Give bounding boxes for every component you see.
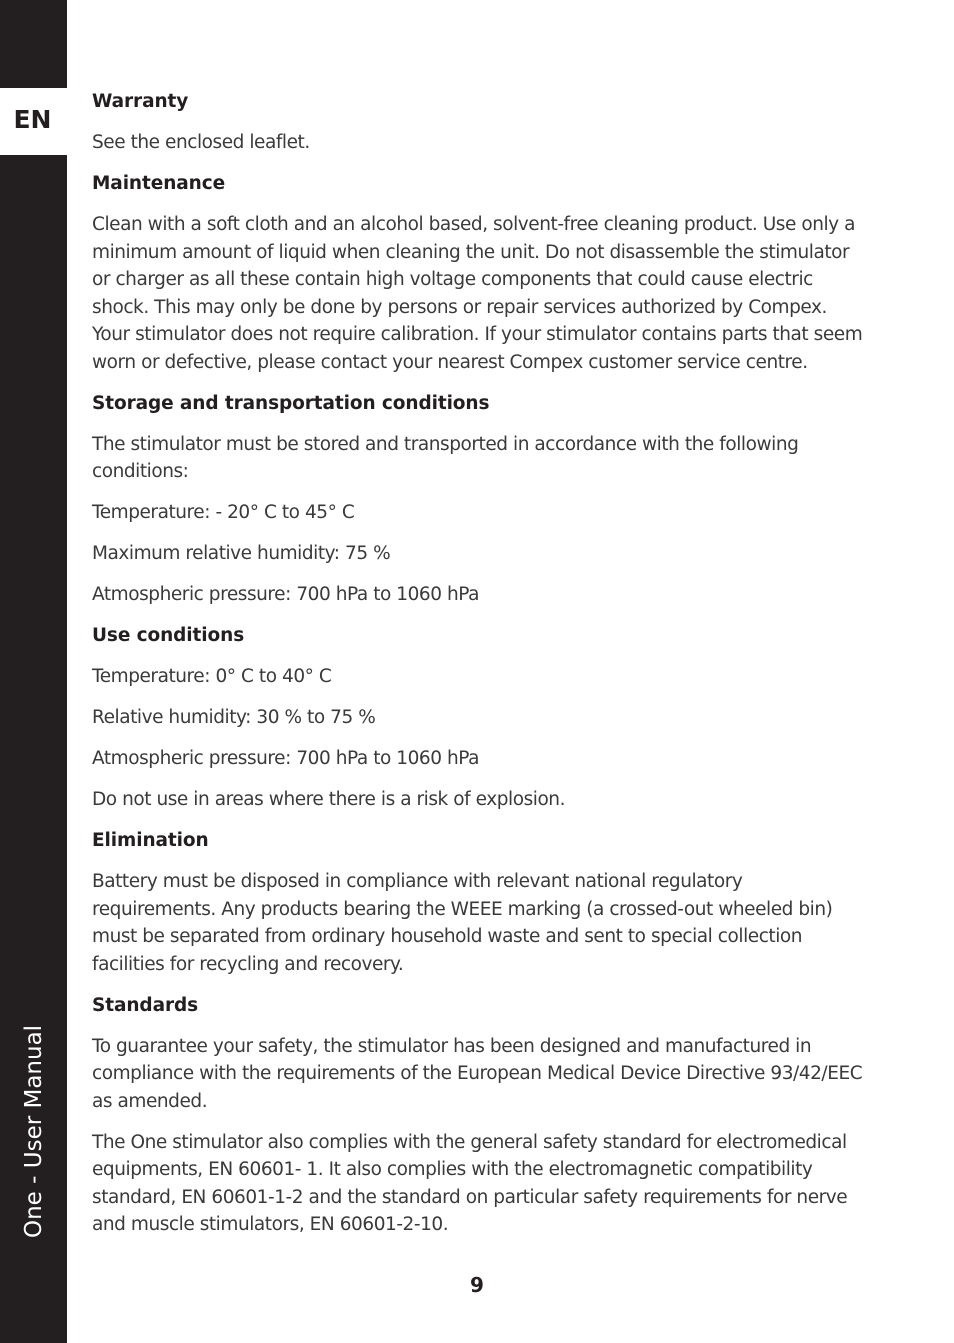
language-label: EN: [13, 105, 52, 134]
paragraph: Clean with a soft cloth and an alcohol based, solvent-free cleaning product. Use only a minimum amount of liquid when cleaning the unit. Do not disassemble the stimulator or charger as all these contain high voltage components that could cause electric shock. This may only be done by persons or repair services authorized by Compex. Your stimulator does not require calibration. If your stimulator contains parts that seem worn or defective, please contact your nearest Compex customer service centre.: [92, 214, 863, 373]
section-heading-use-conditions: Use conditions: [92, 625, 245, 646]
paragraph: To guarantee your safety, the stimulator has been designed and manufactured in compliance with the requirements of the European Medical Device Directive 93/42/EEC as amended.: [92, 1035, 863, 1112]
section-heading-storage: Storage and transportation conditions: [92, 392, 490, 414]
paragraph: Temperature: 0° C to 40° C: [92, 666, 332, 687]
paragraph: The stimulator must be stored and transported in accordance with the following conditions:: [92, 433, 799, 482]
section-heading-standards: Standards: [92, 994, 199, 1016]
language-tab: [0, 88, 67, 155]
section-heading-maintenance: Maintenance: [92, 173, 226, 194]
side-band: [0, 0, 67, 1343]
manual-title: One - User Manual: [21, 1024, 47, 1238]
page-number: 9: [470, 1273, 484, 1297]
page-content: [92, 88, 867, 1252]
paragraph: Do not use in areas where there is a risk of explosion.: [92, 789, 566, 810]
paragraph: Atmospheric pressure: 700 hPa to 1060 hPa: [92, 748, 480, 769]
section-heading-elimination: Elimination: [92, 830, 209, 851]
paragraph: Relative humidity: 30 % to 75 %: [92, 707, 376, 728]
paragraph: The One stimulator also complies with the general safety standard for electromedical equipments, EN 60601- 1. It also complies with the electromagnetic compatibility standard, EN 60601-1-2 and the standard on particular safety requirements for nerve and muscle stimulators, EN 60601-2-10.: [92, 1131, 848, 1235]
section-heading-warranty: Warranty: [92, 91, 189, 112]
paragraph: See the enclosed leaflet.: [92, 132, 310, 153]
paragraph: Maximum relative humidity: 75 %: [92, 543, 391, 564]
paragraph: Battery must be disposed in compliance with relevant national regulatory requirements. Any products bearing the WEEE marking (a crossed-out wheeled bin) must be separated from ordinary household waste and sent to special collection facilities for recycling and recovery.: [92, 871, 833, 975]
paragraph: Temperature: - 20° C to 45° C: [92, 502, 355, 523]
paragraph: Atmospheric pressure: 700 hPa to 1060 hPa: [92, 584, 480, 605]
